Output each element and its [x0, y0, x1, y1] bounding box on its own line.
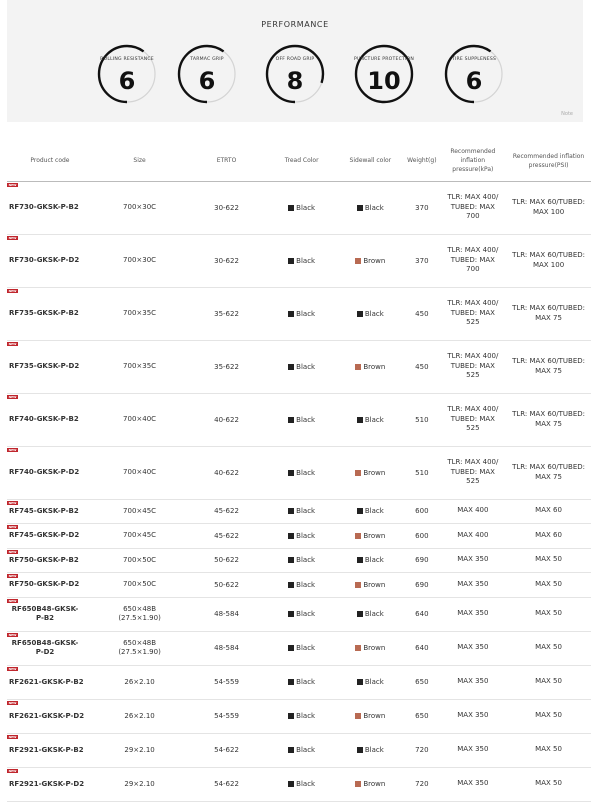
color-value: Black	[288, 363, 315, 371]
cell-tread-color	[267, 665, 337, 699]
cell-pressure-kpa: MAX 400	[440, 523, 507, 548]
cell-size: 700×50C	[93, 548, 186, 572]
cell-size: 700×50C	[93, 572, 186, 597]
cell-size: 700×40C	[93, 446, 186, 499]
gauge-label: PUNCTURE PROTECTION	[353, 57, 414, 62]
cell-sidewall-color	[337, 393, 405, 446]
cell-size: 26×2.10	[93, 665, 186, 699]
cell-pressure-kpa: MAX 350	[440, 665, 507, 699]
color-value: Black	[288, 678, 315, 686]
cell-product-code	[7, 767, 93, 801]
cell-pressure-kpa: MAX 350	[440, 631, 507, 665]
table-row	[7, 665, 591, 699]
product-code-text: RF745-GKSK-P-B2	[9, 506, 79, 515]
color-swatch	[357, 557, 363, 563]
cell-sidewall-color	[337, 499, 405, 523]
cell-tread-color	[267, 631, 337, 665]
color-value: Brown	[355, 644, 385, 652]
cell-product-code	[7, 733, 93, 767]
header-pressure-psi: Recommended inflation pressure(PSI)	[506, 141, 591, 181]
color-value: Brown	[355, 469, 385, 477]
cell-sidewall-color	[337, 665, 405, 699]
cell-sidewall-color	[337, 597, 405, 631]
cell-pressure-kpa: TLR: MAX 400/ TUBED: MAX 700	[440, 234, 507, 287]
performance-gauge	[264, 43, 326, 105]
color-swatch	[288, 470, 294, 476]
cell-etrto: 54-559	[186, 665, 267, 699]
color-swatch	[288, 781, 294, 787]
cell-product-code	[7, 181, 93, 234]
cell-weight: 450	[404, 340, 439, 393]
gauge-label: OFF ROAD GRIP	[275, 57, 315, 62]
color-value: Black	[288, 556, 315, 564]
performance-note: Note	[561, 111, 573, 117]
cell-sidewall-color	[337, 767, 405, 801]
gauge-value: 10	[367, 67, 401, 95]
color-value: Black	[288, 204, 315, 212]
cell-weight: 690	[404, 572, 439, 597]
color-swatch	[288, 582, 294, 588]
new-badge: NEW	[8, 632, 17, 637]
performance-gauge	[353, 43, 415, 105]
table-row	[7, 699, 591, 733]
color-value: Black	[357, 556, 384, 564]
color-value: Black	[357, 610, 384, 618]
new-badge: NEW	[8, 598, 17, 603]
new-badge: NEW	[8, 394, 17, 399]
color-value: Brown	[355, 257, 385, 265]
cell-sidewall-color	[337, 699, 405, 733]
cell-pressure-psi: MAX 50	[506, 699, 591, 733]
cell-product-code	[7, 446, 93, 499]
color-value: Black	[288, 532, 315, 540]
cell-size: 29×2.10	[93, 767, 186, 801]
cell-weight: 600	[404, 499, 439, 523]
color-value: Black	[288, 780, 315, 788]
performance-panel	[7, 0, 583, 122]
cell-etrto: 35-622	[186, 340, 267, 393]
cell-size: 700×30C	[93, 181, 186, 234]
cell-weight: 510	[404, 393, 439, 446]
color-value: Brown	[355, 712, 385, 720]
spec-table-body	[7, 181, 591, 801]
cell-pressure-psi: TLR: MAX 60/TUBED: MAX 75	[506, 287, 591, 340]
color-value: Black	[288, 310, 315, 318]
color-swatch	[357, 679, 363, 685]
cell-product-code	[7, 597, 93, 631]
cell-pressure-kpa: MAX 350	[440, 572, 507, 597]
cell-tread-color	[267, 733, 337, 767]
color-value: Black	[288, 581, 315, 589]
header-product-code: Product code	[7, 141, 93, 181]
table-row	[7, 499, 591, 523]
color-swatch	[288, 508, 294, 514]
color-value: Black	[357, 678, 384, 686]
table-row	[7, 446, 591, 499]
product-code-text: RF730-GKSK-P-B2	[9, 203, 79, 211]
cell-weight: 510	[404, 446, 439, 499]
cell-product-code	[7, 393, 93, 446]
product-code-text: RF730-GKSK-P-D2	[9, 256, 80, 264]
cell-etrto: 30-622	[186, 234, 267, 287]
color-value: Black	[288, 610, 315, 618]
color-swatch	[355, 713, 361, 719]
product-code-text: RF2621-GKSK-P-D2	[9, 711, 85, 720]
color-value: Black	[288, 507, 315, 515]
table-row	[7, 733, 591, 767]
cell-tread-color	[267, 523, 337, 548]
color-swatch	[355, 258, 361, 264]
cell-weight: 690	[404, 548, 439, 572]
product-code-text: RF2921-GKSK-P-D2	[9, 779, 85, 788]
gauge-value: 8	[286, 67, 304, 95]
new-badge: NEW	[8, 768, 17, 773]
cell-sidewall-color	[337, 733, 405, 767]
header-etrto: ETRTO	[186, 141, 267, 181]
table-header-row	[7, 141, 591, 181]
cell-etrto: 54-559	[186, 699, 267, 733]
cell-size: 650×48B (27.5×1.90)	[93, 597, 186, 631]
cell-etrto: 50-622	[186, 548, 267, 572]
cell-size: 26×2.10	[93, 699, 186, 733]
cell-sidewall-color	[337, 523, 405, 548]
color-swatch	[357, 311, 363, 317]
color-swatch	[355, 582, 361, 588]
cell-pressure-kpa: TLR: MAX 400/ TUBED: MAX 525	[440, 340, 507, 393]
color-swatch	[357, 508, 363, 514]
spec-table	[7, 141, 591, 802]
cell-etrto: 35-622	[186, 287, 267, 340]
cell-tread-color	[267, 287, 337, 340]
cell-pressure-kpa: MAX 350	[440, 597, 507, 631]
new-badge: NEW	[8, 500, 17, 505]
color-value: Black	[288, 469, 315, 477]
cell-pressure-kpa: TLR: MAX 400/ TUBED: MAX 525	[440, 446, 507, 499]
cell-weight: 600	[404, 523, 439, 548]
cell-pressure-psi: MAX 50	[506, 631, 591, 665]
cell-size: 700×35C	[93, 340, 186, 393]
cell-size: 700×35C	[93, 287, 186, 340]
cell-product-code	[7, 340, 93, 393]
color-swatch	[355, 470, 361, 476]
cell-pressure-psi: MAX 60	[506, 499, 591, 523]
cell-sidewall-color	[337, 631, 405, 665]
cell-sidewall-color	[337, 287, 405, 340]
color-value: Brown	[355, 532, 385, 540]
cell-weight: 650	[404, 665, 439, 699]
product-code-text: RF735-GKSK-P-D2	[9, 362, 80, 370]
color-value: Black	[357, 416, 384, 424]
gauge-value: 6	[465, 67, 483, 95]
cell-pressure-psi: TLR: MAX 60/TUBED: MAX 100	[506, 181, 591, 234]
cell-weight: 450	[404, 287, 439, 340]
new-badge: NEW	[8, 700, 17, 705]
cell-pressure-kpa: MAX 350	[440, 767, 507, 801]
product-code-text: RF750-GKSK-P-D2	[9, 580, 80, 588]
cell-weight: 650	[404, 699, 439, 733]
cell-sidewall-color	[337, 548, 405, 572]
color-value: Black	[288, 416, 315, 424]
cell-size: 700×40C	[93, 393, 186, 446]
cell-pressure-psi: MAX 50	[506, 572, 591, 597]
cell-etrto: 45-622	[186, 523, 267, 548]
table-row	[7, 767, 591, 801]
new-badge: NEW	[8, 341, 17, 346]
table-row	[7, 597, 591, 631]
product-code-text: RF2621-GKSK-P-B2	[9, 677, 84, 686]
color-swatch	[288, 747, 294, 753]
new-badge: NEW	[8, 734, 17, 739]
color-value: Black	[288, 644, 315, 652]
cell-weight: 720	[404, 733, 439, 767]
cell-weight: 640	[404, 597, 439, 631]
cell-size: 650×48B (27.5×1.90)	[93, 631, 186, 665]
cell-etrto: 40-622	[186, 446, 267, 499]
color-value: Black	[357, 507, 384, 515]
product-code-text: RF740-GKSK-P-B2	[9, 415, 79, 423]
cell-pressure-kpa: TLR: MAX 400/ TUBED: MAX 525	[440, 287, 507, 340]
new-badge: NEW	[8, 666, 17, 671]
color-swatch	[288, 611, 294, 617]
table-row	[7, 572, 591, 597]
gauge-label: ROLLING RESISTANCE	[100, 57, 154, 62]
cell-size: 700×45C	[93, 499, 186, 523]
gauge-value: 6	[198, 67, 216, 95]
cell-tread-color	[267, 446, 337, 499]
new-badge: NEW	[8, 447, 17, 452]
cell-product-code	[7, 665, 93, 699]
color-swatch	[288, 364, 294, 370]
header-pressure-kpa: Recommended inflation pressure(kPa)	[440, 141, 507, 181]
cell-etrto: 50-622	[186, 572, 267, 597]
cell-tread-color	[267, 699, 337, 733]
cell-size: 29×2.10	[93, 733, 186, 767]
cell-sidewall-color	[337, 340, 405, 393]
cell-product-code	[7, 523, 93, 548]
cell-sidewall-color	[337, 446, 405, 499]
cell-tread-color	[267, 548, 337, 572]
cell-etrto: 40-622	[186, 393, 267, 446]
product-code-text: RF745-GKSK-P-D2	[9, 531, 80, 539]
table-row	[7, 548, 591, 572]
cell-etrto: 54-622	[186, 767, 267, 801]
color-swatch	[288, 533, 294, 539]
cell-sidewall-color	[337, 234, 405, 287]
cell-product-code	[7, 548, 93, 572]
cell-pressure-psi: MAX 60	[506, 523, 591, 548]
cell-tread-color	[267, 572, 337, 597]
color-value: Brown	[355, 363, 385, 371]
color-swatch	[288, 645, 294, 651]
gauge-value: 6	[118, 67, 136, 95]
color-value: Brown	[355, 581, 385, 589]
table-row	[7, 631, 591, 665]
color-swatch	[288, 205, 294, 211]
header-sidewall-color: Sidewall color	[337, 141, 405, 181]
color-swatch	[357, 417, 363, 423]
cell-etrto: 48-584	[186, 631, 267, 665]
cell-pressure-kpa: MAX 400	[440, 499, 507, 523]
cell-tread-color	[267, 340, 337, 393]
cell-weight: 370	[404, 181, 439, 234]
table-row	[7, 340, 591, 393]
cell-product-code	[7, 234, 93, 287]
color-swatch	[288, 258, 294, 264]
header-tread-color: Tread Color	[267, 141, 337, 181]
product-code-text: RF750-GKSK-P-B2	[9, 555, 79, 564]
cell-pressure-psi: MAX 50	[506, 597, 591, 631]
cell-size: 700×45C	[93, 523, 186, 548]
color-swatch	[288, 557, 294, 563]
cell-etrto: 45-622	[186, 499, 267, 523]
table-row	[7, 234, 591, 287]
color-swatch	[288, 713, 294, 719]
product-code-text: RF735-GKSK-P-B2	[9, 309, 79, 317]
color-swatch	[357, 747, 363, 753]
cell-tread-color	[267, 499, 337, 523]
color-value: Black	[357, 310, 384, 318]
color-swatch	[288, 311, 294, 317]
cell-etrto: 30-622	[186, 181, 267, 234]
cell-pressure-psi: TLR: MAX 60/TUBED: MAX 75	[506, 446, 591, 499]
cell-product-code	[7, 499, 93, 523]
cell-tread-color	[267, 597, 337, 631]
product-code-text: RF650B48-GKSK-P-D2	[11, 639, 79, 656]
cell-pressure-psi: TLR: MAX 60/TUBED: MAX 75	[506, 340, 591, 393]
cell-pressure-kpa: TLR: MAX 400/ TUBED: MAX 700	[440, 181, 507, 234]
cell-weight: 640	[404, 631, 439, 665]
new-badge: NEW	[8, 235, 17, 240]
cell-tread-color	[267, 181, 337, 234]
cell-pressure-kpa: MAX 350	[440, 699, 507, 733]
cell-sidewall-color	[337, 181, 405, 234]
new-badge: NEW	[8, 524, 17, 529]
cell-pressure-psi: MAX 50	[506, 767, 591, 801]
new-badge: NEW	[8, 182, 17, 187]
cell-etrto: 54-622	[186, 733, 267, 767]
new-badge: NEW	[8, 549, 17, 554]
cell-pressure-psi: TLR: MAX 60/TUBED: MAX 100	[506, 234, 591, 287]
color-swatch	[355, 645, 361, 651]
performance-gauge	[96, 43, 158, 105]
cell-product-code	[7, 699, 93, 733]
cell-tread-color	[267, 767, 337, 801]
cell-product-code	[7, 572, 93, 597]
cell-tread-color	[267, 393, 337, 446]
cell-etrto: 48-584	[186, 597, 267, 631]
color-swatch	[355, 781, 361, 787]
cell-pressure-kpa: MAX 350	[440, 548, 507, 572]
color-value: Black	[357, 204, 384, 212]
color-value: Black	[357, 746, 384, 754]
performance-gauge	[176, 43, 238, 105]
cell-weight: 720	[404, 767, 439, 801]
cell-pressure-kpa: MAX 350	[440, 733, 507, 767]
gauge-label: TIRE SUPPLENESS	[451, 57, 497, 62]
cell-pressure-kpa: TLR: MAX 400/ TUBED: MAX 525	[440, 393, 507, 446]
cell-size: 700×30C	[93, 234, 186, 287]
table-row	[7, 181, 591, 234]
color-swatch	[355, 533, 361, 539]
color-swatch	[357, 611, 363, 617]
product-code-text: RF740-GKSK-P-D2	[9, 468, 80, 476]
cell-pressure-psi: MAX 50	[506, 665, 591, 699]
cell-pressure-psi: MAX 50	[506, 733, 591, 767]
color-swatch	[288, 417, 294, 423]
cell-product-code	[7, 631, 93, 665]
cell-pressure-psi: MAX 50	[506, 548, 591, 572]
gauge-label: TARMAC GRIP	[190, 57, 224, 62]
cell-sidewall-color	[337, 572, 405, 597]
color-swatch	[355, 364, 361, 370]
color-value: Black	[288, 746, 315, 754]
color-value: Black	[288, 712, 315, 720]
product-code-text: RF650B48-GKSK-P-B2	[11, 605, 79, 622]
header-size: Size	[93, 141, 186, 181]
color-swatch	[357, 205, 363, 211]
color-value: Black	[288, 257, 315, 265]
cell-tread-color	[267, 234, 337, 287]
color-swatch	[288, 679, 294, 685]
table-row	[7, 393, 591, 446]
product-code-text: RF2921-GKSK-P-B2	[9, 745, 84, 754]
cell-product-code	[7, 287, 93, 340]
new-badge: NEW	[8, 573, 17, 578]
performance-gauge	[443, 43, 505, 105]
new-badge: NEW	[8, 288, 17, 293]
performance-title: PERFORMANCE	[261, 20, 329, 29]
table-row	[7, 287, 591, 340]
cell-pressure-psi: TLR: MAX 60/TUBED: MAX 75	[506, 393, 591, 446]
header-weight: Weight(g)	[404, 141, 439, 181]
cell-weight: 370	[404, 234, 439, 287]
table-row	[7, 523, 591, 548]
color-value: Brown	[355, 780, 385, 788]
